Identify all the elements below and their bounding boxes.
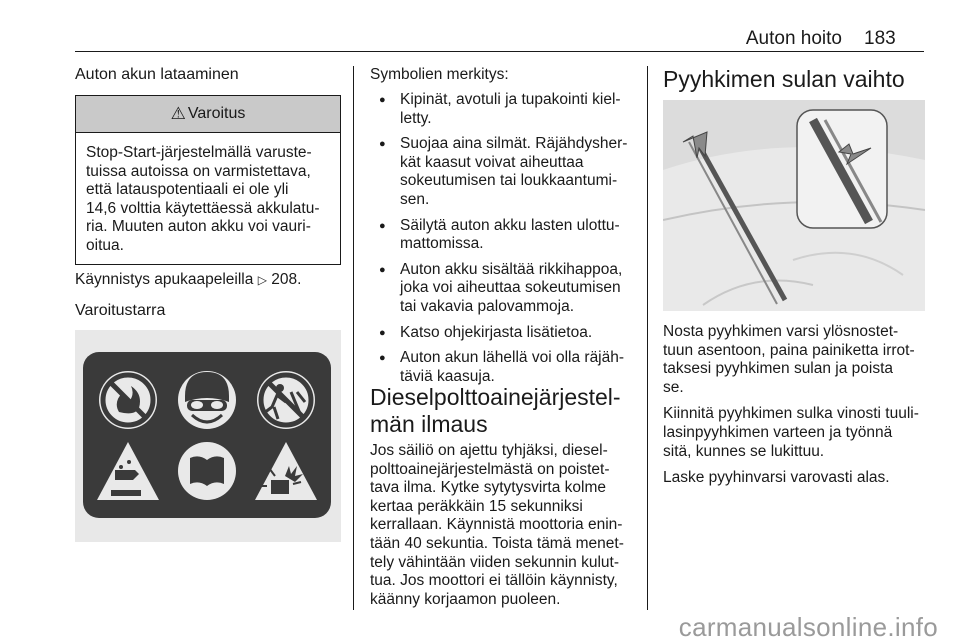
paragraph-line: tava ilma. Kytke sytytysvirta kolme — [370, 479, 607, 497]
cross-reference — [75, 271, 345, 290]
list-item-line: ● Auton akku sisältää rikkihappoa, — [400, 260, 623, 278]
list-item-line: ● Auton akun lähellä voi olla räjäh- — [400, 349, 625, 367]
list-item — [370, 261, 635, 317]
list-item — [370, 217, 635, 254]
section-title-diesel-bleeding — [370, 384, 635, 438]
battery-warning-label-image — [75, 330, 341, 542]
warning-line: oitua. — [86, 236, 124, 254]
paragraph-line: käänny korjaamon puoleen. — [370, 590, 561, 608]
paragraph-line: polttoainejärjestelmästä on poistet- — [370, 460, 610, 478]
warning-line: tuissa autoissa on varmistettava, — [86, 162, 311, 180]
list-item — [370, 91, 635, 128]
list-item-line: kät kaasut voivat aiheuttaa — [400, 153, 584, 171]
keep-children-away-icon — [257, 371, 315, 429]
warning-line: ria. Muuten auton akku voi vauri- — [86, 218, 311, 236]
list-item-line: ● Säilytä auton akku lasten ulottu- — [400, 216, 620, 234]
paragraph-line: tely vähintään viiden sekunnin kulut- — [370, 553, 620, 571]
section-title-line: män ilmaus — [370, 411, 488, 437]
paragraph-line: lasinpyyhkimen varteen ja työnnä — [663, 423, 893, 441]
paragraph-line: tuun asentoon, paina painiketta irrot- — [663, 341, 915, 359]
page-number: 183 — [864, 28, 896, 49]
paragraph-line: taksesi pyyhkimen sulan ja poista — [663, 360, 894, 378]
column-divider-right — [647, 66, 648, 610]
list-item-line: mattomissa. — [400, 235, 484, 253]
paragraph — [663, 469, 925, 488]
diesel-bleeding-paragraph — [370, 442, 635, 609]
header-rule — [75, 51, 924, 52]
cross-reference-text: Käynnistys apukaapeleilla — [75, 271, 254, 288]
warning-line: Stop-Start-järjestelmällä varuste- — [86, 144, 312, 161]
cross-reference-page: 208. — [271, 271, 302, 288]
no-fire-smoking-icon — [99, 371, 157, 429]
paragraph — [663, 405, 925, 461]
section-title-wiper-blade: Pyyhkimen sulan vaihto — [663, 66, 905, 92]
cross-reference-arrow-icon: ▷ — [257, 273, 267, 287]
paragraph-line: Jos säiliö on ajettu tyhjäksi, diesel- — [370, 442, 608, 459]
list-item-line: ● Katso ohjekirjasta lisätietoa. — [400, 323, 593, 341]
warning-title: Varoitus — [187, 105, 246, 122]
section-heading-battery-charging: Auton akun lataaminen — [75, 66, 239, 83]
watermark: carmanualsonline.info — [678, 612, 938, 642]
paragraph-line: Nosta pyyhkimen varsi ylösnostet- — [663, 323, 899, 340]
wiper-instructions — [663, 323, 925, 496]
paragraph-line: Laske pyyhinvarsi varovasti alas. — [663, 469, 890, 487]
list-item-line: tai vakavia palovammoja. — [400, 297, 575, 315]
eye-protection-icon — [178, 371, 236, 429]
list-item-line: ● Kipinät, avotuli ja tupakointi kiel- — [400, 91, 621, 108]
warning-line: että latauspotentiaali ei ole yli — [86, 181, 289, 199]
list-item-line: joka voi aiheuttaa sokeutumisen — [400, 279, 621, 297]
list-item — [370, 349, 635, 386]
warning-line: 14,6 volttia käytettäessä akkulatu- — [86, 199, 320, 217]
warning-box — [75, 95, 341, 265]
column-divider-left — [353, 66, 354, 610]
paragraph-line: kerrallaan. Käynnistä moottoria enin- — [370, 516, 623, 534]
list-item — [370, 135, 635, 209]
paragraph-line: tua. Jos moottori ei tällöin käynnisty, — [370, 572, 618, 590]
paragraph — [663, 323, 925, 397]
warning-triangle-icon: ⚠ — [170, 104, 186, 123]
paragraph-line: Kiinnitä pyyhkimen sulka vinosti tuuli- — [663, 405, 919, 423]
running-header-title: Auton hoito — [745, 28, 842, 49]
warning-box-header — [76, 96, 340, 133]
wiper-blade-illustration — [663, 100, 925, 311]
subheading-warning-label: Varoitustarra — [75, 302, 166, 319]
warning-text — [76, 133, 340, 256]
paragraph-line: se. — [663, 378, 684, 396]
symbols-bullet-list — [370, 91, 635, 393]
paragraph-line: sitä, kunnes se lukittuu. — [663, 442, 825, 460]
list-item — [370, 324, 635, 343]
list-item-line: sen. — [400, 190, 430, 208]
paragraph-line: tään 40 sekuntia. Toista tämä menet- — [370, 534, 624, 552]
list-item-line: sokeutumisen tai loukkaantumi- — [400, 172, 618, 190]
paragraph-line: kertaa peräkkäin 15 sekunniksi — [370, 497, 583, 515]
read-manual-icon — [178, 442, 236, 500]
list-item-line: ● Suojaa aina silmät. Räjähdysher- — [400, 135, 628, 153]
list-item-line: täviä kaasuja. — [400, 367, 495, 385]
list-item-line: letty. — [400, 109, 432, 127]
symbols-intro: Symbolien merkitys: — [370, 66, 509, 83]
section-title-line: Dieselpolttoainejärjestel- — [370, 384, 621, 410]
